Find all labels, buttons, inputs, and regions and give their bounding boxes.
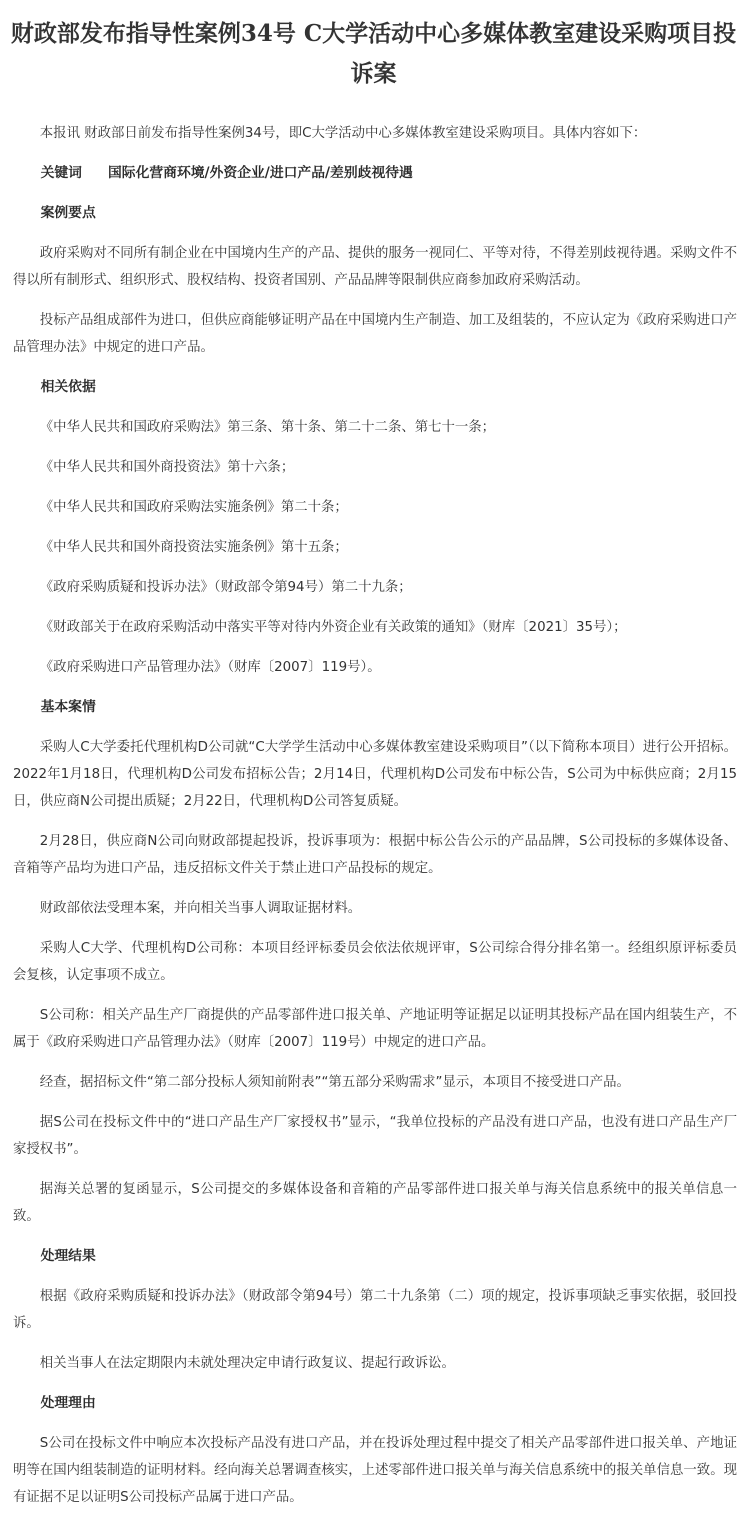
paragraph: 财政部依法受理本案，并向相关当事人调取证据材料。 bbox=[39, 901, 362, 916]
basis-item: 《政府采购质疑和投诉办法》（财政部令第94号）第二十九条； bbox=[39, 580, 412, 595]
keywords-label: 关键词 bbox=[40, 165, 82, 181]
section-heading-key-points: 案例要点 bbox=[40, 205, 96, 221]
basis-item: 《中华人民共和国政府采购法》第三条、第十条、第二十二条、第七十一条； bbox=[39, 420, 496, 435]
paragraph: 2月28日，供应商N公司向财政部提起投诉，投诉事项为：根据中标公告公示的产品品牌，S公司投标的多媒体设备、音箱等产品均为进口产品，违反招标文件关于禁止进口产品投标的规定。 bbox=[13, 834, 737, 876]
paragraph: 政府采购对不同所有制企业在中国境内生产的产品、提供的服务一视同仁、平等对待，不得差别歧视待遇。采购文件不得以所有制形式、组织形式、股权结构、投资者国别、产品品牌等限制供应商参加政府采购活动。 bbox=[13, 246, 737, 288]
article-body bbox=[0, 94, 747, 1511]
paragraph: 据S公司在投标文件中的“进口产品生产厂家授权书”显示，“我单位投标的产品没有进口产品，也没有进口产品生产厂家授权书”。 bbox=[13, 1115, 737, 1157]
basis-item: 《中华人民共和国政府采购法实施条例》第二十条； bbox=[39, 500, 348, 515]
keywords-line bbox=[13, 160, 737, 187]
paragraph: 采购人C大学、代理机构D公司称：本项目经评标委员会依法依规评审，S公司综合得分排名第一。经组织原评标委员会复核，认定事项不成立。 bbox=[13, 941, 737, 983]
paragraph: 经查，据招标文件“第二部分投标人须知前附表”“第五部分采购需求”显示，本项目不接受进口产品。 bbox=[39, 1075, 630, 1090]
section-heading-result: 处理结果 bbox=[40, 1248, 96, 1264]
intro-paragraph: 本报讯 财政部日前发布指导性案例34号，即C大学活动中心多媒体教室建设采购项目。具体内容如下： bbox=[39, 126, 647, 141]
basis-item: 《中华人民共和国外商投资法实施条例》第十五条； bbox=[39, 540, 348, 555]
basis-item: 《政府采购进口产品管理办法》（财库〔2007〕119号）。 bbox=[39, 660, 381, 675]
section-heading-reasons: 处理理由 bbox=[40, 1395, 96, 1411]
paragraph: 据海关总署的复函显示，S公司提交的多媒体设备和音箱的产品零部件进口报关单与海关信息系统中的报关单信息一致。 bbox=[13, 1182, 737, 1224]
paragraph: S公司称：相关产品生产厂商提供的产品零部件进口报关单、产地证明等证据足以证明其投标产品在国内组装生产，不属于《政府采购进口产品管理办法》（财库〔2007〕119号）中规定的进口产品。 bbox=[13, 1008, 737, 1050]
basis-item: 《中华人民共和国外商投资法》第十六条； bbox=[39, 460, 295, 475]
paragraph: 采购人C大学委托代理机构D公司就“C大学学生活动中心多媒体教室建设采购项目”（以下简称本项目）进行公开招标。2022年1月18日，代理机构D公司发布招标公告；2月14日，代理机构D公司发布中标公告，S公司为中标供应商；2月15日，供应商N公司提出质疑；2月22日，代理机构D公司答复质疑。 bbox=[13, 740, 737, 809]
article-title: 财政部发布指导性案例34号 C大学活动中心多媒体教室建设采购项目投诉案 bbox=[10, 20, 737, 87]
section-heading-facts: 基本案情 bbox=[40, 699, 96, 715]
basis-item: 《财政部关于在政府采购活动中落实平等对待内外资企业有关政策的通知》（财库〔2021〕35号）； bbox=[39, 620, 627, 635]
section-heading-basis: 相关依据 bbox=[40, 379, 96, 395]
keywords-value: 国际化营商环境/外资企业/进口产品/差别歧视待遇 bbox=[107, 165, 413, 181]
paragraph: 投标产品组成部件为进口，但供应商能够证明产品在中国境内生产制造、加工及组装的，不应认定为《政府采购进口产品管理办法》中规定的进口产品。 bbox=[13, 313, 737, 355]
paragraph: 相关当事人在法定期限内未就处理决定申请行政复议、提起行政诉讼。 bbox=[39, 1356, 455, 1371]
paragraph: 根据《政府采购质疑和投诉办法》（财政部令第94号）第二十九条第（二）项的规定，投诉事项缺乏事实依据，驳回投诉。 bbox=[13, 1289, 737, 1331]
paragraph: S公司在投标文件中响应本次投标产品没有进口产品，并在投诉处理过程中提交了相关产品零部件进口报关单、产地证明等在国内组装制造的证明材料。经向海关总署调查核实，上述零部件进口报关单与海关信息系统中的报关单信息一致。现有证据不足以证明S公司投标产品属于进口产品。 bbox=[13, 1436, 737, 1505]
